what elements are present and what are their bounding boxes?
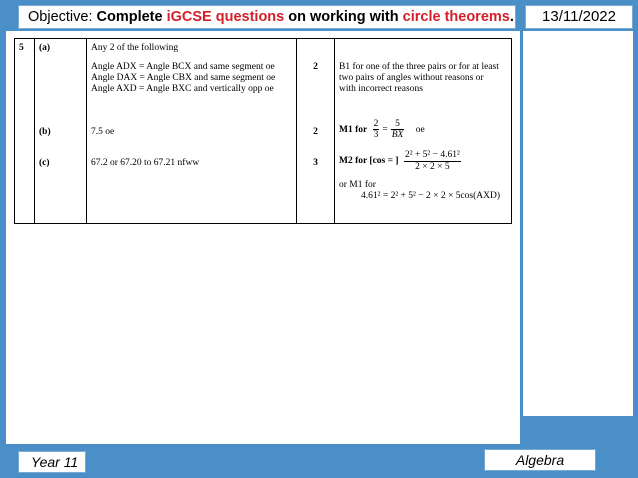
- objective-prefix: Objective:: [28, 9, 97, 25]
- guidance-prefix: M2 for [cos = ]: [339, 156, 399, 167]
- date-label: 13/11/2022: [525, 5, 633, 29]
- fraction: [404, 150, 461, 172]
- guidance-line: two pairs of angles without reasons or: [339, 72, 484, 83]
- part-label: (a): [35, 39, 87, 109]
- table-row: [15, 148, 512, 223]
- objective-part2: on working with: [284, 9, 403, 25]
- answer-line: Angle ADX = Angle BCX and same segment oe: [91, 61, 275, 72]
- guidance-formula: 4.61² = 2² + 5² − 2 × 2 × 5cos(AXD): [361, 191, 501, 202]
- guidance-cell: [335, 148, 512, 223]
- answer-value: 67.2 or 67.20 to 67.21 nfww: [87, 148, 297, 223]
- objective-banner: [18, 5, 516, 29]
- guidance-line: B1 for one of the three pairs or for at least: [339, 62, 499, 72]
- answer-intro: Any 2 of the following: [91, 43, 179, 53]
- objective-highlight-circle-theorems: circle theorems: [402, 9, 510, 25]
- guidance-suffix: oe: [415, 124, 425, 135]
- fraction-numerator: 5: [391, 119, 405, 130]
- part-label: (c): [35, 148, 87, 223]
- table-row: [15, 109, 512, 149]
- marks-cell: [297, 39, 335, 109]
- fraction-denominator: 2 × 2 × 5: [415, 161, 450, 172]
- answer-value: 7.5 oe: [87, 109, 297, 149]
- fraction: [391, 119, 405, 141]
- answer-line: Angle DAX = Angle CBX and same segment oe: [91, 72, 276, 83]
- marks-value: 2: [297, 109, 335, 149]
- subject-label: Algebra: [484, 449, 596, 471]
- answer-cell: [87, 39, 297, 109]
- answer-line: Angle AXD = Angle BXC and vertically opp oe: [91, 83, 274, 94]
- mark-scheme-table: [14, 38, 512, 224]
- guidance-line: [339, 150, 507, 172]
- year-label: Year 11: [18, 451, 86, 473]
- side-panel: [523, 31, 633, 416]
- objective-highlight-igcse: iGCSE questions: [166, 9, 285, 25]
- guidance-cell: [335, 109, 512, 149]
- marks-value: 3: [297, 148, 335, 223]
- guidance-prefix: M1 for: [339, 124, 368, 135]
- fraction-denominator: BX: [391, 130, 404, 141]
- guidance-or: or M1 for: [339, 180, 376, 191]
- equals-sign: =: [382, 124, 388, 135]
- objective-end: .: [509, 9, 514, 25]
- part-label: (b): [35, 109, 87, 149]
- fraction-numerator: 2² + 5² − 4.61²: [404, 150, 460, 161]
- guidance-cell: [335, 39, 512, 109]
- fraction-numerator: 2: [373, 118, 379, 129]
- objective-part1: Complete: [96, 9, 167, 25]
- fraction-denominator: 3: [373, 130, 379, 141]
- guidance-line: with incorrect reasons: [339, 83, 423, 94]
- fraction: [373, 119, 380, 141]
- marks-value: 2: [313, 62, 318, 72]
- question-number: 5: [15, 39, 35, 109]
- table-row: [15, 39, 512, 109]
